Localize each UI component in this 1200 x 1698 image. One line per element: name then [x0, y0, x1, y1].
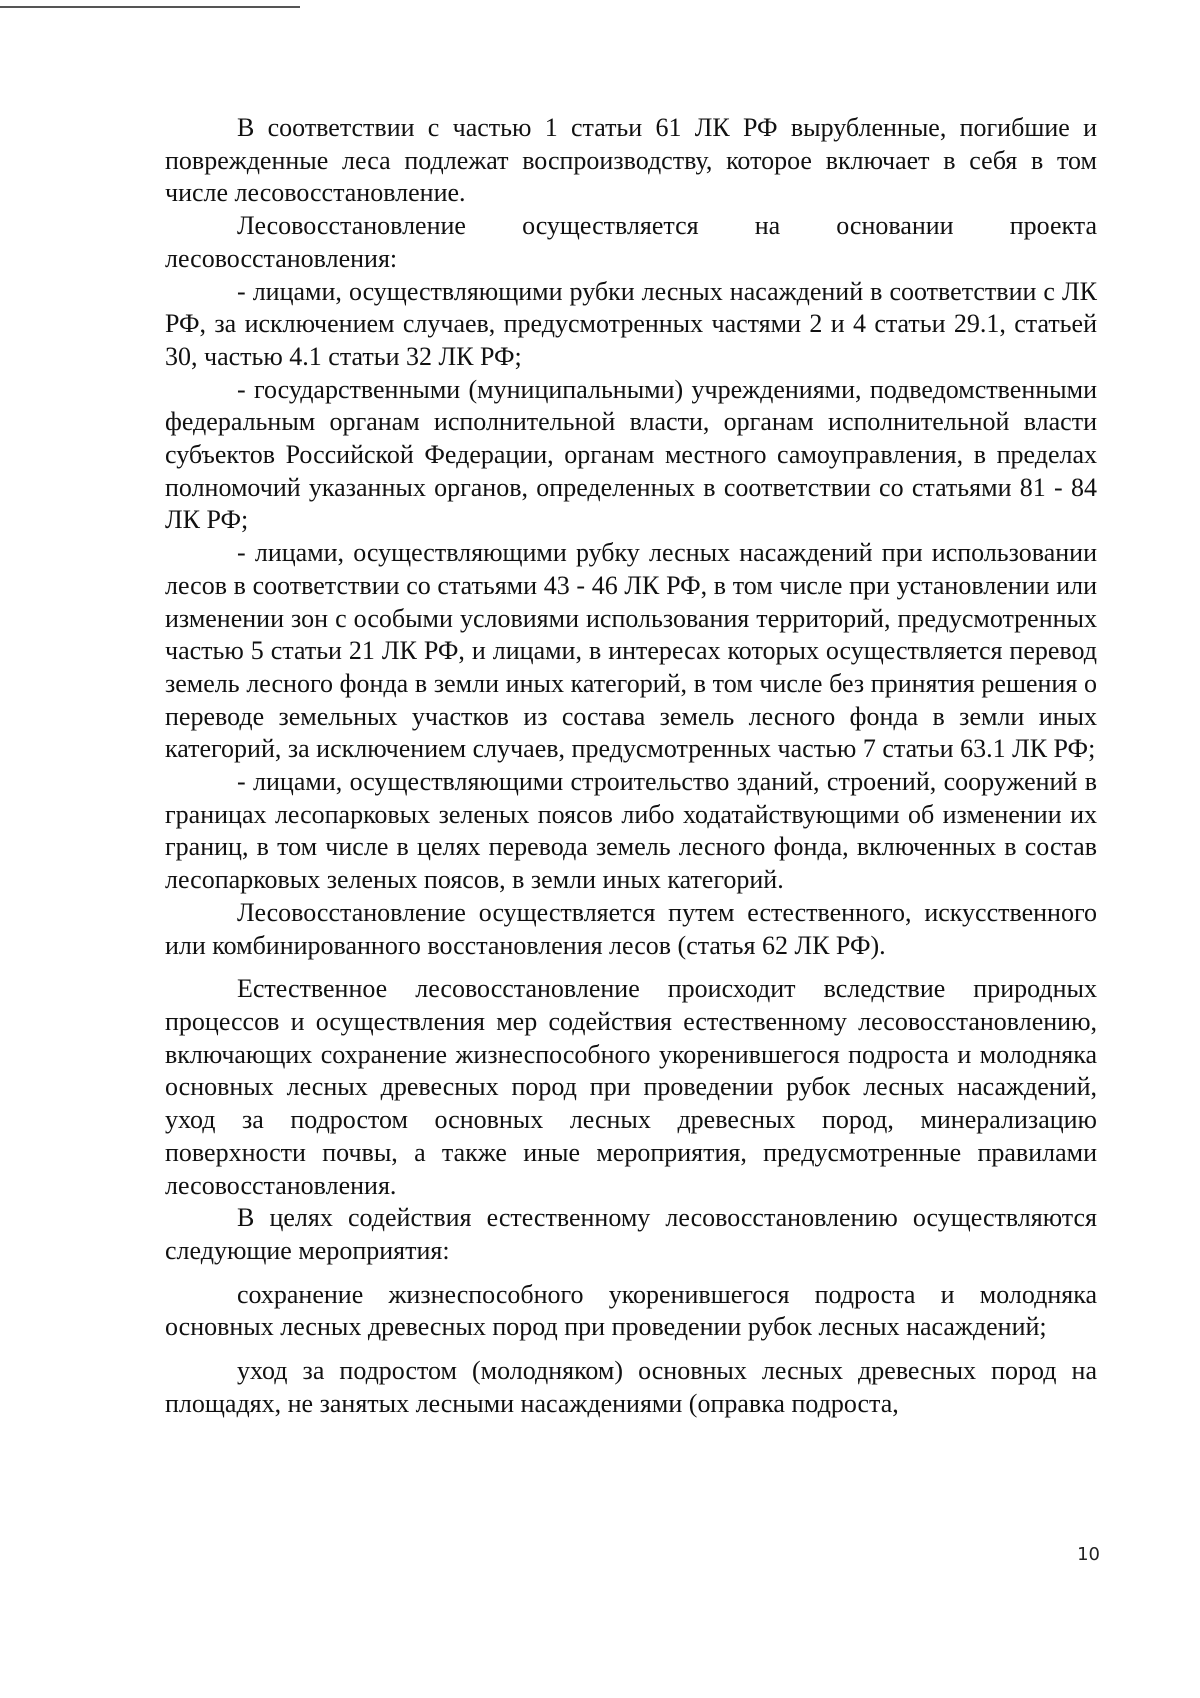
list-item-construction-persons: - лицами, осуществляющими строительство зданий, строений, сооружений в границах лесопарковых зеленых поясов либо ходатайствующими об изменении их границ, в том числе в целях перевода земель лесного фонда, включенных в состав лесопарковых зеленых поясов, в земли иных категорий. [165, 767, 1097, 895]
paragraph-project-basis: Лесовосстановление осуществляется на основании проекта лесовосстановления: [165, 211, 1097, 273]
list-item-state-institutions: - государственными (муниципальными) учреждениями, подведомственными федеральным органам исполнительной власти, органам исполнительной власти субъектов Российской Федерации, органам местного самоуправления, в пределах полномочий указанных органов, определенных в соответствии со статьями 81 - 84 ЛК РФ; [165, 374, 1097, 535]
paragraph-reproduction: В соответствии с частью 1 статьи 61 ЛК РФ вырубленные, погибшие и поврежденные леса подлежат воспроизводству, которое включает в себя в том числе лесовосстановление. [165, 113, 1097, 208]
paragraph-measures-intro: В целях содействия естественному лесовосстановлению осуществляются следующие мероприятия: [165, 1203, 1097, 1265]
list-item-forest-use-persons: - лицами, осуществляющими рубку лесных насаждений при использовании лесов в соответствии со статьями 43 - 46 ЛК РФ, в том числе при установлении или изменении зон с особыми условиями использования территорий, предусмотренных частью 5 статьи 21 ЛК РФ, и лицами, в интересах которых осуществляется перевод земель лесного фонда в земли иных категорий, в том числе без принятия решения о переводе земельных участков из состава земель лесного фонда в земли иных категорий, за исключением случаев, предусмотренных частью 7 статьи 63.1 ЛК РФ; [165, 538, 1097, 764]
paragraph-measure-care: уход за подростом (молодняком) основных лесных древесных пород на площадях, не занятых лесными насаждениями (оправка подроста, [165, 1356, 1097, 1418]
top-rule [0, 6, 300, 8]
page-number: 10 [1077, 1544, 1100, 1565]
document-body [165, 112, 1097, 1420]
list-item-logging-persons: - лицами, осуществляющими рубки лесных насаждений в соответствии с ЛК РФ, за исключением случаев, предусмотренных частями 2 и 4 статьи 29.1, статьей 30, частью 4.1 статьи 32 ЛК РФ; [165, 276, 1097, 371]
paragraph-natural-restoration: Естественное лесовосстановление происходит вследствие природных процессов и осуществления мер содействия естественному лесовосстановлению, включающих сохранение жизнеспособного укоренившегося подроста и молодняка основных лесных древесных пород при проведении рубок лесных насаждений, уход за подростом основных лесных древесных пород, минерализацию поверхности почвы, а также иные мероприятия, предусмотренные правилами лесовосстановления. [165, 974, 1097, 1200]
paragraph-measure-preservation: сохранение жизнеспособного укоренившегося подроста и молодняка основных лесных древесных пород при проведении рубок лесных насаждений; [165, 1279, 1097, 1342]
paragraph-restoration-methods: Лесовосстановление осуществляется путем естественного, искусственного или комбинированного восстановления лесов (статья 62 ЛК РФ). [165, 897, 1097, 960]
